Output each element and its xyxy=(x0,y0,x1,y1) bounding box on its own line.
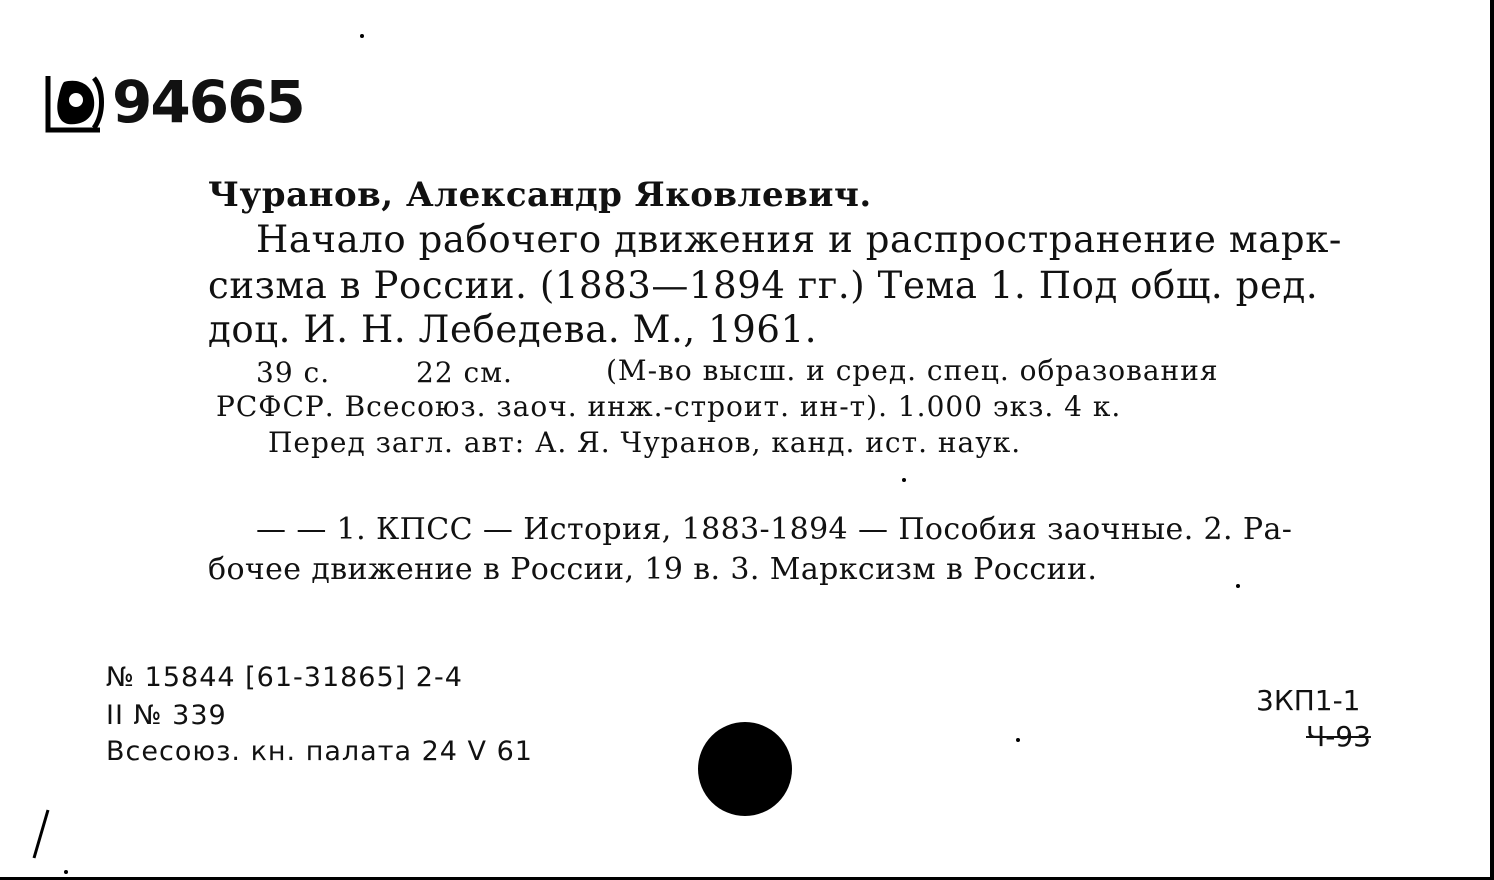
registration-number: № 15844 [61-31865] 2-4 xyxy=(106,662,463,693)
author-note: Перед загл. авт: А. Я. Чуранов, канд. ист. наук. xyxy=(268,426,1022,459)
punch-hole xyxy=(698,722,792,816)
speck xyxy=(1236,584,1240,588)
book-size: 22 см. xyxy=(416,356,513,389)
title-line: сизма в России. (1883—1894 гг.) Тема 1. Под общ. ред. xyxy=(208,264,1319,307)
title-line: доц. И. Н. Лебедева. М., 1961. xyxy=(208,308,818,351)
author-heading: Чуранов, Александр Яковлевич. xyxy=(208,175,872,215)
classification-index: 3КП1-1 xyxy=(1256,684,1361,717)
series-line: (М-во высш. и сред. спец. образования xyxy=(606,354,1219,387)
series-line: РСФСР. Всесоюз. заоч. инж.-строит. ин-т). 1.000 экз. 4 к. xyxy=(216,390,1122,423)
speck xyxy=(902,478,906,482)
registration-series: II № 339 xyxy=(106,700,227,731)
speck xyxy=(1016,738,1020,742)
chamber-stamp: Всесоюз. кн. палата 24 V 61 xyxy=(106,736,533,767)
subject-headings-line: — — 1. КПСС — История, 1883-1894 — Пособия заочные. 2. Ра- xyxy=(256,512,1293,547)
library-mark-icon xyxy=(42,70,106,134)
slash-mark xyxy=(30,808,52,860)
speck xyxy=(360,34,364,38)
speck xyxy=(64,870,68,874)
pages-count: 39 с. xyxy=(256,356,331,389)
title-line: Начало рабочего движения и распространение марк- xyxy=(256,218,1343,261)
call-number: 94665 xyxy=(112,68,304,136)
subject-headings-line: бочее движение в России, 19 в. 3. Марксизм в России. xyxy=(208,552,1098,587)
author-mark: Ч-93 xyxy=(1306,720,1371,753)
